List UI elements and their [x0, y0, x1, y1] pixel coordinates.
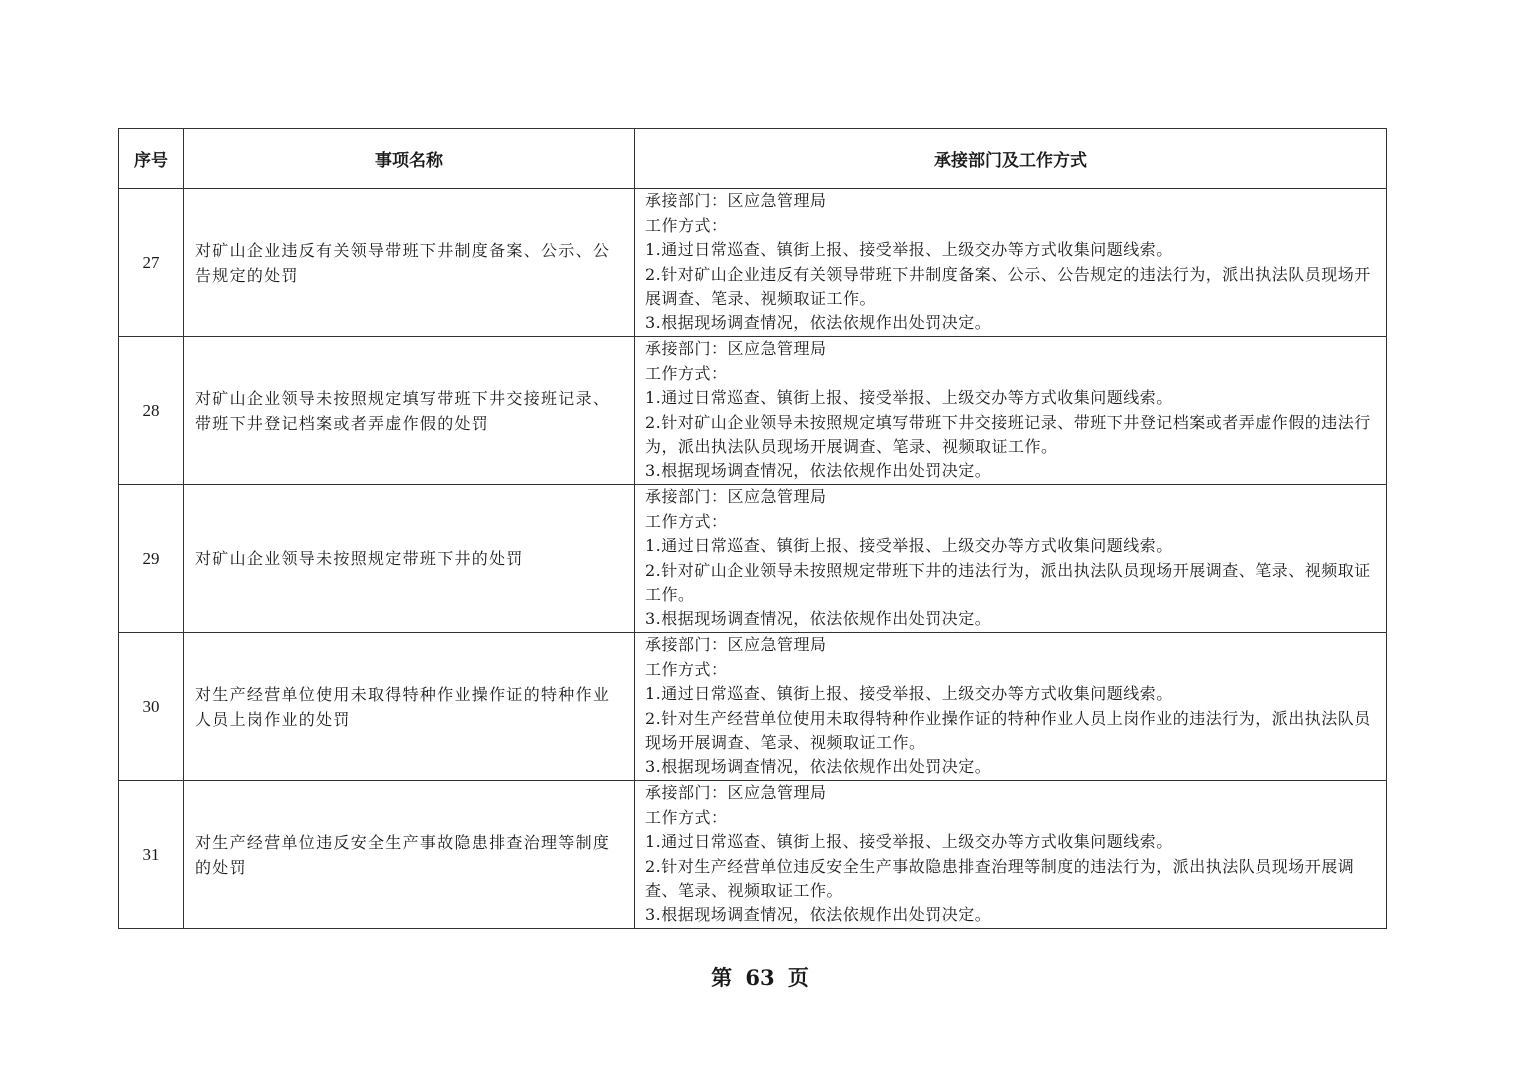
row-method: [635, 485, 1387, 633]
page-value: 63: [745, 965, 775, 990]
table-row: [119, 485, 1387, 633]
method-line: 1.通过日常巡查、镇街上报、接受举报、上级交办等方式收集问题线索。: [645, 240, 1173, 260]
page-number: [0, 962, 1520, 992]
table-header-row: [119, 129, 1387, 189]
method-line: 承接部门：区应急管理局: [645, 487, 827, 507]
table-row: [119, 189, 1387, 337]
method-line: 工作方式：: [645, 807, 728, 827]
method-line: 工作方式：: [645, 511, 728, 531]
table-row: [119, 781, 1387, 929]
method-line: 承接部门：区应急管理局: [645, 191, 827, 211]
method-line: 工作方式：: [645, 659, 728, 679]
method-line: 2.针对矿山企业领导未按照规定带班下井的违法行为，派出执法队员现场开展调查、笔录、视频取证工作。: [645, 560, 1371, 604]
row-seq: 29: [119, 485, 184, 633]
row-seq: 31: [119, 781, 184, 929]
method-line: 承接部门：区应急管理局: [645, 635, 827, 655]
table-row: [119, 337, 1387, 485]
method-line: 3.根据现场调查情况，依法依规作出处罚决定。: [645, 461, 992, 481]
row-item-name: 对矿山企业违反有关领导带班下井制度备案、公示、公告规定的处罚: [184, 189, 635, 337]
page-suffix: 页: [787, 965, 809, 990]
method-line: 1.通过日常巡查、镇街上报、接受举报、上级交办等方式收集问题线索。: [645, 536, 1173, 556]
method-line: 工作方式：: [645, 215, 728, 235]
method-line: 2.针对矿山企业领导未按照规定填写带班下井交接班记录、带班下井登记档案或者弄虚作假的违法行为，派出执法队员现场开展调查、笔录、视频取证工作。: [645, 412, 1371, 456]
items-table: [118, 128, 1387, 929]
row-seq: 27: [119, 189, 184, 337]
row-item-name: 对生产经营单位违反安全生产事故隐患排查治理等制度的处罚: [184, 781, 635, 929]
method-line: 工作方式：: [645, 363, 728, 383]
method-line: 承接部门：区应急管理局: [645, 783, 827, 803]
row-method: [635, 633, 1387, 781]
method-line: 2.针对生产经营单位违反安全生产事故隐患排查治理等制度的违法行为，派出执法队员现场开展调查、笔录、视频取证工作。: [645, 856, 1355, 900]
method-line: 2.针对生产经营单位使用未取得特种作业操作证的特种作业人员上岗作业的违法行为，派出执法队员现场开展调查、笔录、视频取证工作。: [645, 708, 1371, 752]
method-line: 1.通过日常巡查、镇街上报、接受举报、上级交办等方式收集问题线索。: [645, 388, 1173, 408]
row-seq: 28: [119, 337, 184, 485]
method-line: 3.根据现场调查情况，依法依规作出处罚决定。: [645, 313, 992, 333]
header-seq: 序号: [119, 129, 184, 189]
row-item-name: 对生产经营单位使用未取得特种作业操作证的特种作业人员上岗作业的处罚: [184, 633, 635, 781]
row-method: [635, 781, 1387, 929]
method-line: 3.根据现场调查情况，依法依规作出处罚决定。: [645, 757, 992, 777]
method-line: 承接部门：区应急管理局: [645, 339, 827, 359]
row-item-name: 对矿山企业领导未按照规定带班下井的处罚: [184, 485, 635, 633]
table-row: [119, 633, 1387, 781]
method-line: 3.根据现场调查情况，依法依规作出处罚决定。: [645, 905, 992, 925]
method-line: 1.通过日常巡查、镇街上报、接受举报、上级交办等方式收集问题线索。: [645, 832, 1173, 852]
row-method: [635, 337, 1387, 485]
row-item-name: 对矿山企业领导未按照规定填写带班下井交接班记录、带班下井登记档案或者弄虚作假的处罚: [184, 337, 635, 485]
header-method: 承接部门及工作方式: [635, 129, 1387, 189]
method-line: 3.根据现场调查情况，依法依规作出处罚决定。: [645, 609, 992, 629]
method-line: 2.针对矿山企业违反有关领导带班下井制度备案、公示、公告规定的违法行为，派出执法队员现场开展调查、笔录、视频取证工作。: [645, 264, 1371, 308]
row-method: [635, 189, 1387, 337]
header-name: 事项名称: [184, 129, 635, 189]
method-line: 1.通过日常巡查、镇街上报、接受举报、上级交办等方式收集问题线索。: [645, 684, 1173, 704]
row-seq: 30: [119, 633, 184, 781]
page-prefix: 第: [711, 965, 733, 990]
